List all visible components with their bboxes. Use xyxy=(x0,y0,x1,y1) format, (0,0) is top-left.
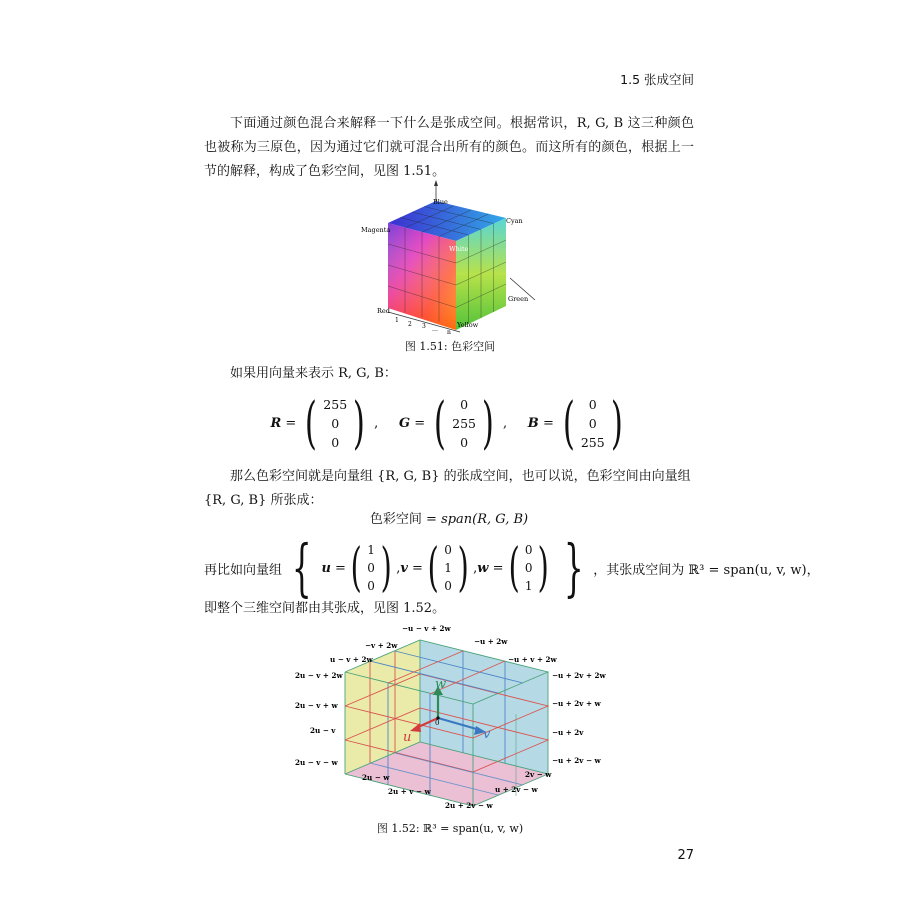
vector-B-name: B xyxy=(527,416,539,431)
grid-label: −u − v + 2w xyxy=(402,624,451,633)
grid-label: 2u − v + 2w xyxy=(295,671,343,680)
vector-u-matrix: ( 1 0 0 ) xyxy=(350,538,392,598)
span-rhs: span(R, G, B) xyxy=(441,512,529,527)
tick-1: 1 xyxy=(395,317,399,324)
span-lhs: 色彩空间 xyxy=(369,512,422,527)
equals-sign: = xyxy=(426,512,437,527)
grid-label: 2u + 2v − w xyxy=(445,801,493,810)
equals-sign: = xyxy=(542,416,554,431)
origin-label: 0 xyxy=(435,719,440,727)
vector-R-matrix: ( 255 0 0 ) xyxy=(305,390,366,456)
axis-v-label: v xyxy=(483,727,491,742)
vector-u-name: u xyxy=(321,560,331,576)
matrix-entry: 0 xyxy=(524,561,533,575)
matrix-entry: 0 xyxy=(367,579,375,593)
matrix-entry: 0 xyxy=(444,579,452,593)
grid-label: u − v + 2w xyxy=(330,655,373,664)
paragraph-line: {R, G, B} 所张成： xyxy=(204,493,323,508)
color-space-figure xyxy=(360,178,540,336)
equals-sign: = xyxy=(414,416,426,431)
grid-label: 2u − w xyxy=(362,773,390,782)
matrix-entry: 0 xyxy=(460,397,469,412)
vector-G-matrix: ( 0 255 0 ) xyxy=(434,390,494,456)
vector-G-name: G xyxy=(398,416,411,431)
matrix-entry: 1 xyxy=(444,561,452,575)
matrix-entry: 1 xyxy=(524,579,533,593)
grid-label: −u + 2v xyxy=(552,728,584,737)
matrix-entry: 255 xyxy=(580,435,605,450)
matrix-entry: 0 xyxy=(331,416,340,431)
matrix-entry: 0 xyxy=(460,435,469,450)
tick-2: 2 xyxy=(408,321,412,328)
matrix-entry: 0 xyxy=(367,561,375,575)
uvw-suffix: ，其张成空间为 ℝ³ = span(u, v, w)， xyxy=(593,562,820,578)
tick-n: n xyxy=(447,329,451,336)
matrix-entry: 0 xyxy=(444,543,452,557)
grid-label: −u + v + 2w xyxy=(508,655,557,664)
grid-label: 2u − v + w xyxy=(295,701,338,710)
paragraph-uvw-vectors: 再比如向量组 { u = ( 1 0 0 ) , v = ( 0 1 0 ) , w = ( 0 0 1 ) } ，其张成空间为 ℝ³ = span(u, v, w)， xyxy=(204,531,820,604)
comma: , xyxy=(374,416,379,431)
paragraph-color-mixing: 下面通过颜色混合来解释一下什么是张成空间。根据常识，R, G, B 这三种颜色也被称为三原色，因为通过它们就可混合出所有的颜色。而这所有的颜色，根据上一节的解释，构成了色彩空间，见图 1.51。 xyxy=(204,116,694,179)
grid-label: −u + 2w xyxy=(474,637,508,646)
matrix-entry: 0 xyxy=(588,416,597,431)
matrix-entry: 255 xyxy=(323,397,348,412)
paragraph-line: 那么色彩空间就是向量组 {R, G, B} 的张成空间，也可以说，色彩空间由向量组 xyxy=(230,469,691,484)
paragraph-color-span xyxy=(204,465,694,513)
label-white: White xyxy=(449,245,469,253)
grid-label: −u + 2v + w xyxy=(552,699,601,708)
span-equation xyxy=(204,508,694,527)
grid-label: 2u + v − w xyxy=(388,787,431,796)
figure-1-52-caption: 图 1.52: ℝ³ = span(u, v, w) xyxy=(376,822,524,835)
page-number: 27 xyxy=(677,848,694,863)
label-green: Green xyxy=(508,295,529,303)
matrix-entry: 255 xyxy=(452,416,476,431)
label-yellow: Yellow xyxy=(457,321,479,329)
running-header: 1.5 张成空间 xyxy=(620,72,694,87)
vector-B-matrix: ( 0 0 255 ) xyxy=(562,390,623,456)
label-cyan: Cyan xyxy=(506,217,523,225)
vector-v-matrix: ( 0 1 0 ) xyxy=(427,538,469,598)
grid-label: −u + 2v + 2w xyxy=(552,671,606,680)
grid-label: −v + 2w xyxy=(365,641,398,650)
tick-ellipsis: … xyxy=(432,326,438,333)
label-magenta: Magenta xyxy=(361,226,391,234)
matrix-entry: 0 xyxy=(588,397,597,412)
figure-1-51-caption: 图 1.51: 色彩空间 xyxy=(404,340,496,353)
uvw-prefix: 再比如向量组 xyxy=(204,562,283,578)
matrix-entry: 1 xyxy=(367,543,375,557)
vector-v-name: v xyxy=(400,560,408,576)
grid-label: 2u − v xyxy=(310,726,336,735)
vector-R-name: R xyxy=(270,416,282,431)
vector-w-name: w xyxy=(477,560,489,576)
grid-label: 2v − w xyxy=(525,770,552,779)
paragraph-vector-intro: 如果用向量来表示 R, G, B： xyxy=(230,366,397,381)
matrix-entry: 0 xyxy=(331,435,340,450)
grid-label: −u + 2v − w xyxy=(552,756,601,765)
axis-w-label: w xyxy=(435,677,447,692)
grid-label: 2u − v − w xyxy=(295,758,338,767)
label-red: Red xyxy=(377,307,390,315)
vector-w-matrix: ( 0 0 1 ) xyxy=(508,538,550,598)
tick-3: 3 xyxy=(422,323,426,330)
comma: , xyxy=(502,416,508,431)
label-blue: Blue xyxy=(433,198,448,206)
paragraph-line: 即整个三维空间都由其张成，见图 1.52。 xyxy=(204,601,446,616)
axis-u-label: u xyxy=(403,730,412,745)
matrix-entry: 0 xyxy=(524,543,533,557)
equals-sign: = xyxy=(285,416,297,431)
span-grid-figure xyxy=(290,622,610,812)
rgb-vector-equations xyxy=(204,390,694,456)
grid-label: u + 2v − w xyxy=(495,785,538,794)
